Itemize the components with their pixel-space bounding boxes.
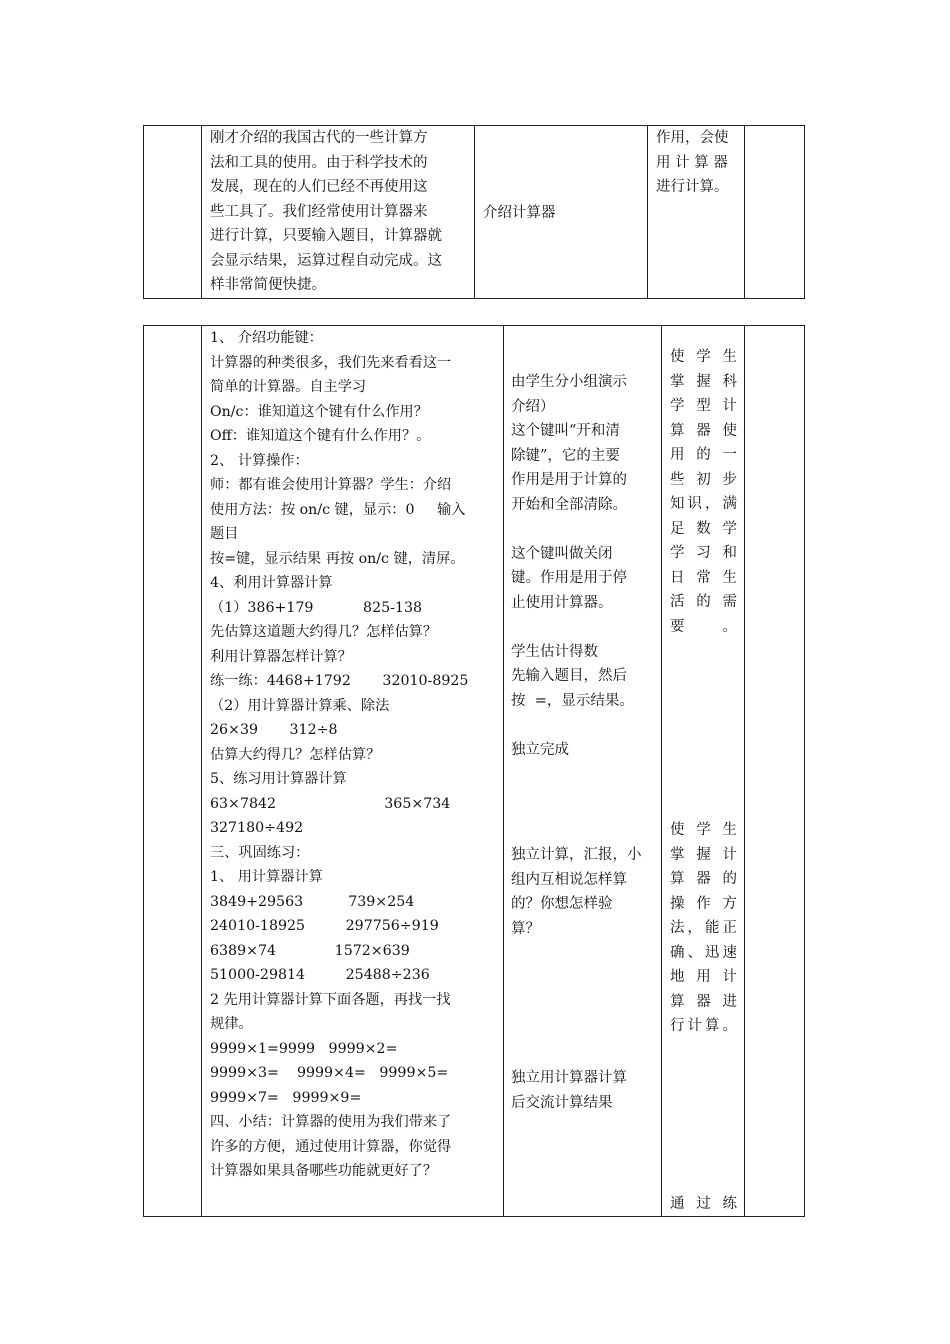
text-line: 9999×3= 9999×4= 9999×5= xyxy=(210,1065,449,1081)
text-line: 确、迅速 xyxy=(670,944,737,961)
text-line: 键。作用是用于停 xyxy=(511,570,627,586)
text-line: 简单的计算器。自主学习 xyxy=(210,379,367,395)
text-line: 进行计算。 xyxy=(656,179,729,195)
text-line: 介绍） xyxy=(511,398,555,415)
teaching-content-cell xyxy=(210,126,472,298)
text-line: 4、利用计算器计算 xyxy=(210,575,333,591)
text-line xyxy=(511,713,657,738)
column-divider xyxy=(474,126,475,298)
text-line: 算器的 xyxy=(670,871,737,887)
text-line: 法，能正 xyxy=(670,920,737,936)
text-line: 估算大约得几？怎样估算？ xyxy=(210,746,381,763)
teaching-content-cell xyxy=(210,326,500,1184)
text-line: 些初步 xyxy=(670,471,737,488)
text-line: 师：都有谁会使用计算器？学生：介绍 xyxy=(210,477,452,493)
column-divider xyxy=(661,326,662,1216)
text-line: 行计算。 xyxy=(670,1018,737,1034)
text-line: 独立用计算器计算 xyxy=(511,1070,627,1086)
text-line: 独立计算，汇报，小 xyxy=(511,847,642,863)
text-line: 使用方法：按 on/c 键，显示：0 输入 xyxy=(210,501,466,518)
activity-text: 介绍计算器 xyxy=(483,205,556,221)
text-line: 后交流计算结果 xyxy=(511,1094,613,1111)
text-line: 四、小结：计算器的使用为我们带来了 xyxy=(210,1114,452,1130)
text-line: 按 =，显示结果。 xyxy=(511,692,634,709)
text-line: 作用是用于计算的 xyxy=(511,472,627,488)
text-line: 利用计算器怎样计算？ xyxy=(210,648,352,665)
text-line: 2、 计算操作： xyxy=(210,452,309,469)
text-line: （2）用计算器计算乘、除法 xyxy=(210,697,390,714)
text-line: 法和工具的使用。由于科学技术的 xyxy=(210,154,428,171)
column-divider xyxy=(201,126,202,298)
goal-block-3 xyxy=(670,1192,737,1217)
lesson-table-2 xyxy=(143,325,805,1217)
text-line: 题目 xyxy=(210,526,239,542)
text-line: 学习和 xyxy=(670,545,737,561)
text-line: 算器进 xyxy=(670,993,737,1010)
text-line: 样非常简便快捷。 xyxy=(210,277,326,293)
text-line: 使学生 xyxy=(670,349,737,365)
column-divider xyxy=(744,326,745,1216)
text-line: 足数学 xyxy=(670,520,737,537)
text-line: 刚才介绍的我国古代的一些计算方 xyxy=(210,130,428,146)
text-line: 使学生 xyxy=(670,822,737,838)
text-line: 会显示结果，运算过程自动完成。这 xyxy=(210,252,442,269)
text-line: 这个键叫做关闭 xyxy=(511,545,613,562)
text-line: 先估算这道题大约得几？怎样估算？ xyxy=(210,624,438,640)
text-line xyxy=(511,517,657,542)
text-line: 要。 xyxy=(670,618,737,635)
column-divider xyxy=(201,326,202,1216)
text-line: 操作方 xyxy=(670,895,737,912)
text-line: 1、 介绍功能键： xyxy=(210,330,323,346)
text-line: 止使用计算器。 xyxy=(511,594,613,611)
text-line: On/c：谁知道这个键有什么作用？ xyxy=(210,403,428,420)
text-line: （1）386+179 825-138 xyxy=(210,599,423,616)
goal-cell xyxy=(656,126,738,200)
text-line: 用 计 算 器 xyxy=(656,154,728,171)
text-line: 9999×1=9999 9999×2= xyxy=(210,1040,398,1057)
text-line: 进行计算，只要输入题目，计算器就 xyxy=(210,228,442,244)
text-line: 计算器如果具备哪些功能就更好了？ xyxy=(210,1163,438,1179)
text-line: 知识，满 xyxy=(670,496,737,512)
text-line: 学生估计得数 xyxy=(511,643,598,660)
text-line: 开始和全部清除。 xyxy=(511,496,627,513)
column-divider xyxy=(744,126,745,298)
lesson-table-1 xyxy=(143,125,805,299)
text-line: 1、 用计算器计算 xyxy=(210,869,323,885)
text-line: 掌握科 xyxy=(670,373,737,390)
text-line: Off：谁知道这个键有什么作用？。 xyxy=(210,428,431,444)
student-activity-cell xyxy=(483,201,643,226)
text-line: 这个键叫“开和清 xyxy=(511,423,620,439)
text-line: 算？ xyxy=(511,920,540,937)
column-divider xyxy=(647,126,648,298)
text-line: 日常生 xyxy=(670,569,737,586)
text-line: 24010-18925 297756÷919 xyxy=(210,918,439,934)
text-line: 2 先用计算器计算下面各题，再找一找 xyxy=(210,991,451,1008)
text-line: 作用，会使 xyxy=(656,130,729,146)
text-line: 独立完成 xyxy=(511,741,569,758)
text-line: 许多的方便，通过使用计算器，你觉得 xyxy=(210,1138,452,1155)
text-line: 除键”，它的主要 xyxy=(511,447,620,464)
text-line: 3849+29563 739×254 xyxy=(210,893,415,910)
text-line: 掌握计 xyxy=(670,846,737,863)
text-line: 51000-29814 25488÷236 xyxy=(210,967,430,983)
student-activity-block-2 xyxy=(511,843,657,941)
text-line: 通过练 xyxy=(670,1196,737,1212)
text-line: 地用计 xyxy=(670,969,737,985)
text-line: 组内互相说怎样算 xyxy=(511,871,627,888)
text-line: 先输入题目，然后 xyxy=(511,668,627,684)
text-line: 规律。 xyxy=(210,1016,253,1032)
text-line: 学型计 xyxy=(670,398,737,414)
text-line: 5、练习用计算器计算 xyxy=(210,771,347,787)
text-line: 327180÷492 xyxy=(210,820,304,836)
text-line: 9999×7= 9999×9= xyxy=(210,1089,362,1106)
text-line: 由学生分小组演示 xyxy=(511,374,627,390)
text-line: 的？你想怎样验 xyxy=(511,896,613,912)
text-line: 练一练：4468+1792 32010-8925 xyxy=(210,673,469,689)
goal-block-2 xyxy=(670,818,737,1039)
text-line: 6389×74 1572×639 xyxy=(210,942,410,959)
text-line: 算器使 xyxy=(670,422,737,439)
text-line: 按=键，显示结果 再按 on/c 键，清屏。 xyxy=(210,550,465,567)
text-line: 用的一 xyxy=(670,447,737,463)
column-divider xyxy=(503,326,504,1216)
text-line: 63×7842 365×734 xyxy=(210,795,451,812)
student-activity-block-1 xyxy=(511,370,657,762)
text-line: 发展，现在的人们已经不再使用这 xyxy=(210,179,428,195)
text-line: 些工具了。我们经常使用计算器来 xyxy=(210,203,428,220)
text-line: 26×39 312÷8 xyxy=(210,722,338,738)
text-line: 三、巩固练习： xyxy=(210,844,310,861)
text-line xyxy=(511,615,657,640)
student-activity-block-3 xyxy=(511,1066,657,1115)
text-line: 计算器的种类很多，我们先来看看这一 xyxy=(210,354,452,371)
goal-block-1 xyxy=(670,345,737,639)
text-line: 活的需 xyxy=(670,594,737,610)
